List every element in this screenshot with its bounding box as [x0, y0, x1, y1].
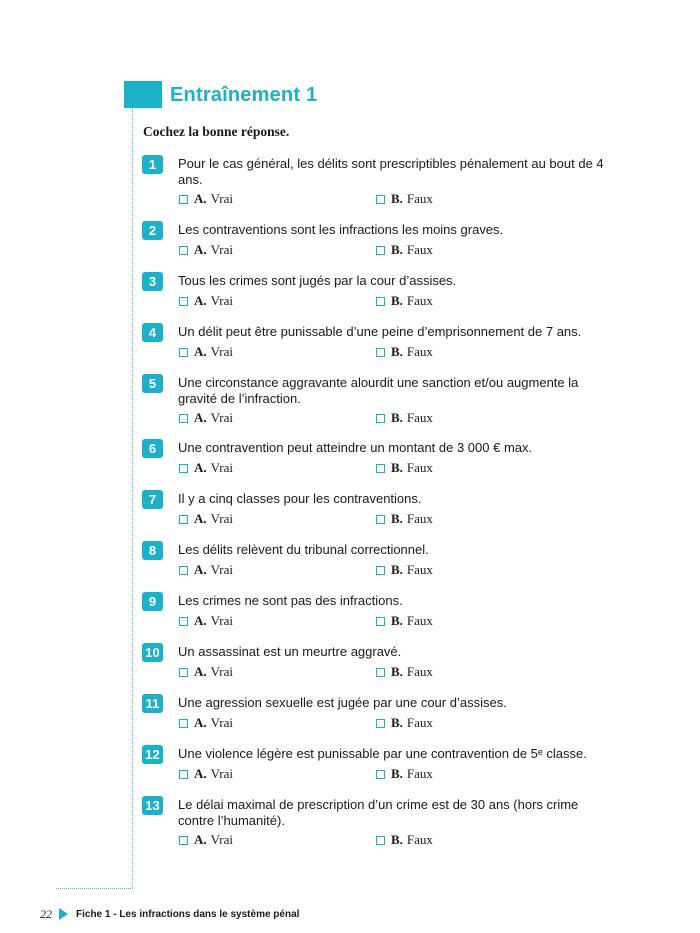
checkbox-icon[interactable]: [376, 348, 385, 357]
question-number-badge: 9: [142, 592, 163, 611]
option-b[interactable]: B. Faux: [376, 242, 433, 258]
option-b[interactable]: B. Faux: [376, 344, 433, 360]
option-a[interactable]: A. Vrai: [179, 562, 233, 578]
answer-options: [179, 242, 619, 258]
question-text: Les contraventions sont les infractions les moins graves.: [178, 222, 504, 237]
question-number-badge: 11: [142, 694, 163, 713]
checkbox-icon[interactable]: [179, 297, 188, 306]
question-text: Une contravention peut atteindre un montant de 3 000 € max.: [178, 440, 533, 455]
margin-dotted-line: [132, 105, 133, 888]
answer-options: [179, 511, 619, 527]
checkbox-icon[interactable]: [179, 246, 188, 255]
answer-options: [179, 460, 619, 476]
option-b[interactable]: B. Faux: [376, 191, 433, 207]
option-a[interactable]: A. Vrai: [179, 832, 233, 848]
question-number-badge: 12: [142, 745, 163, 764]
question-text: Une circonstance aggravante alourdit une sanction et/ou augmente la gravité de l’infraction.: [178, 375, 579, 406]
option-b[interactable]: B. Faux: [376, 511, 433, 527]
footer-chapter-label: Fiche 1 - Les infractions dans le système pénal: [76, 908, 300, 920]
question-text: Les crimes ne sont pas des infractions.: [178, 593, 403, 608]
answer-options: [179, 562, 619, 578]
question-number-badge: 7: [142, 490, 163, 509]
checkbox-icon[interactable]: [179, 195, 188, 204]
question-text: Les délits relèvent du tribunal correctionnel.: [178, 542, 429, 557]
checkbox-icon[interactable]: [376, 668, 385, 677]
checkbox-icon[interactable]: [376, 617, 385, 626]
question-number-badge: 5: [142, 374, 163, 393]
checkbox-icon[interactable]: [179, 719, 188, 728]
option-a[interactable]: A. Vrai: [179, 344, 233, 360]
checkbox-icon[interactable]: [376, 566, 385, 575]
question-text: Un assassinat est un meurtre aggravé.: [178, 644, 402, 659]
page-title: Entraînement 1: [170, 84, 318, 106]
option-a[interactable]: A. Vrai: [179, 766, 233, 782]
question-text: Un délit peut être punissable d’une peine d’emprisonnement de 7 ans.: [178, 324, 582, 339]
answer-options: [179, 613, 619, 629]
question-text: Une violence légère est punissable par une contravention de 5ᵉ classe.: [178, 746, 587, 761]
footer-dotted-line: [56, 888, 133, 889]
option-b[interactable]: B. Faux: [376, 715, 433, 731]
checkbox-icon[interactable]: [179, 566, 188, 575]
checkbox-icon[interactable]: [376, 195, 385, 204]
option-b[interactable]: B. Faux: [376, 613, 433, 629]
checkbox-icon[interactable]: [179, 515, 188, 524]
instruction-text: Cochez la bonne réponse.: [143, 124, 290, 139]
checkbox-icon[interactable]: [376, 515, 385, 524]
checkbox-icon[interactable]: [376, 836, 385, 845]
checkbox-icon[interactable]: [179, 348, 188, 357]
checkbox-icon[interactable]: [179, 464, 188, 473]
option-b[interactable]: B. Faux: [376, 293, 433, 309]
answer-options: [179, 664, 619, 680]
option-a[interactable]: A. Vrai: [179, 715, 233, 731]
triangle-arrow-icon: [59, 908, 68, 920]
option-b[interactable]: B. Faux: [376, 832, 433, 848]
option-a[interactable]: A. Vrai: [179, 410, 233, 426]
checkbox-icon[interactable]: [376, 297, 385, 306]
question-number-badge: 3: [142, 272, 163, 291]
title-accent-block: [124, 81, 162, 108]
checkbox-icon[interactable]: [179, 668, 188, 677]
question-text: Il y a cinq classes pour les contraventions.: [178, 491, 422, 506]
option-a[interactable]: A. Vrai: [179, 460, 233, 476]
answer-options: [179, 191, 619, 207]
option-a[interactable]: A. Vrai: [179, 664, 233, 680]
answer-options: [179, 410, 619, 426]
question-number-badge: 2: [142, 221, 163, 240]
option-b[interactable]: B. Faux: [376, 410, 433, 426]
question-text: Tous les crimes sont jugés par la cour d’assises.: [178, 273, 457, 288]
question-number-badge: 6: [142, 439, 163, 458]
checkbox-icon[interactable]: [179, 836, 188, 845]
question-text: Le délai maximal de prescription d’un crime est de 30 ans (hors crime contre l’humanité).: [178, 797, 579, 828]
checkbox-icon[interactable]: [376, 414, 385, 423]
page-number: 22: [40, 906, 52, 921]
option-a[interactable]: A. Vrai: [179, 511, 233, 527]
answer-options: [179, 832, 619, 848]
answer-options: [179, 766, 619, 782]
checkbox-icon[interactable]: [376, 770, 385, 779]
question-text: Pour le cas général, les délits sont prescriptibles pénalement au bout de 4 ans.: [178, 156, 604, 187]
answer-options: [179, 293, 619, 309]
checkbox-icon[interactable]: [179, 617, 188, 626]
option-b[interactable]: B. Faux: [376, 460, 433, 476]
answer-options: [179, 715, 619, 731]
answer-options: [179, 344, 619, 360]
checkbox-icon[interactable]: [376, 464, 385, 473]
checkbox-icon[interactable]: [376, 719, 385, 728]
option-b[interactable]: B. Faux: [376, 562, 433, 578]
checkbox-icon[interactable]: [376, 246, 385, 255]
option-a[interactable]: A. Vrai: [179, 242, 233, 258]
question-number-badge: 13: [142, 796, 163, 815]
checkbox-icon[interactable]: [179, 770, 188, 779]
checkbox-icon[interactable]: [179, 414, 188, 423]
page-footer: [40, 905, 299, 923]
option-b[interactable]: B. Faux: [376, 766, 433, 782]
question-number-badge: 10: [142, 643, 163, 662]
question-number-badge: 1: [142, 155, 163, 174]
question-number-badge: 4: [142, 323, 163, 342]
question-number-badge: 8: [142, 541, 163, 560]
option-a[interactable]: A. Vrai: [179, 293, 233, 309]
question-text: Une agression sexuelle est jugée par une cour d’assises.: [178, 695, 507, 710]
option-b[interactable]: B. Faux: [376, 664, 433, 680]
option-a[interactable]: A. Vrai: [179, 191, 233, 207]
option-a[interactable]: A. Vrai: [179, 613, 233, 629]
